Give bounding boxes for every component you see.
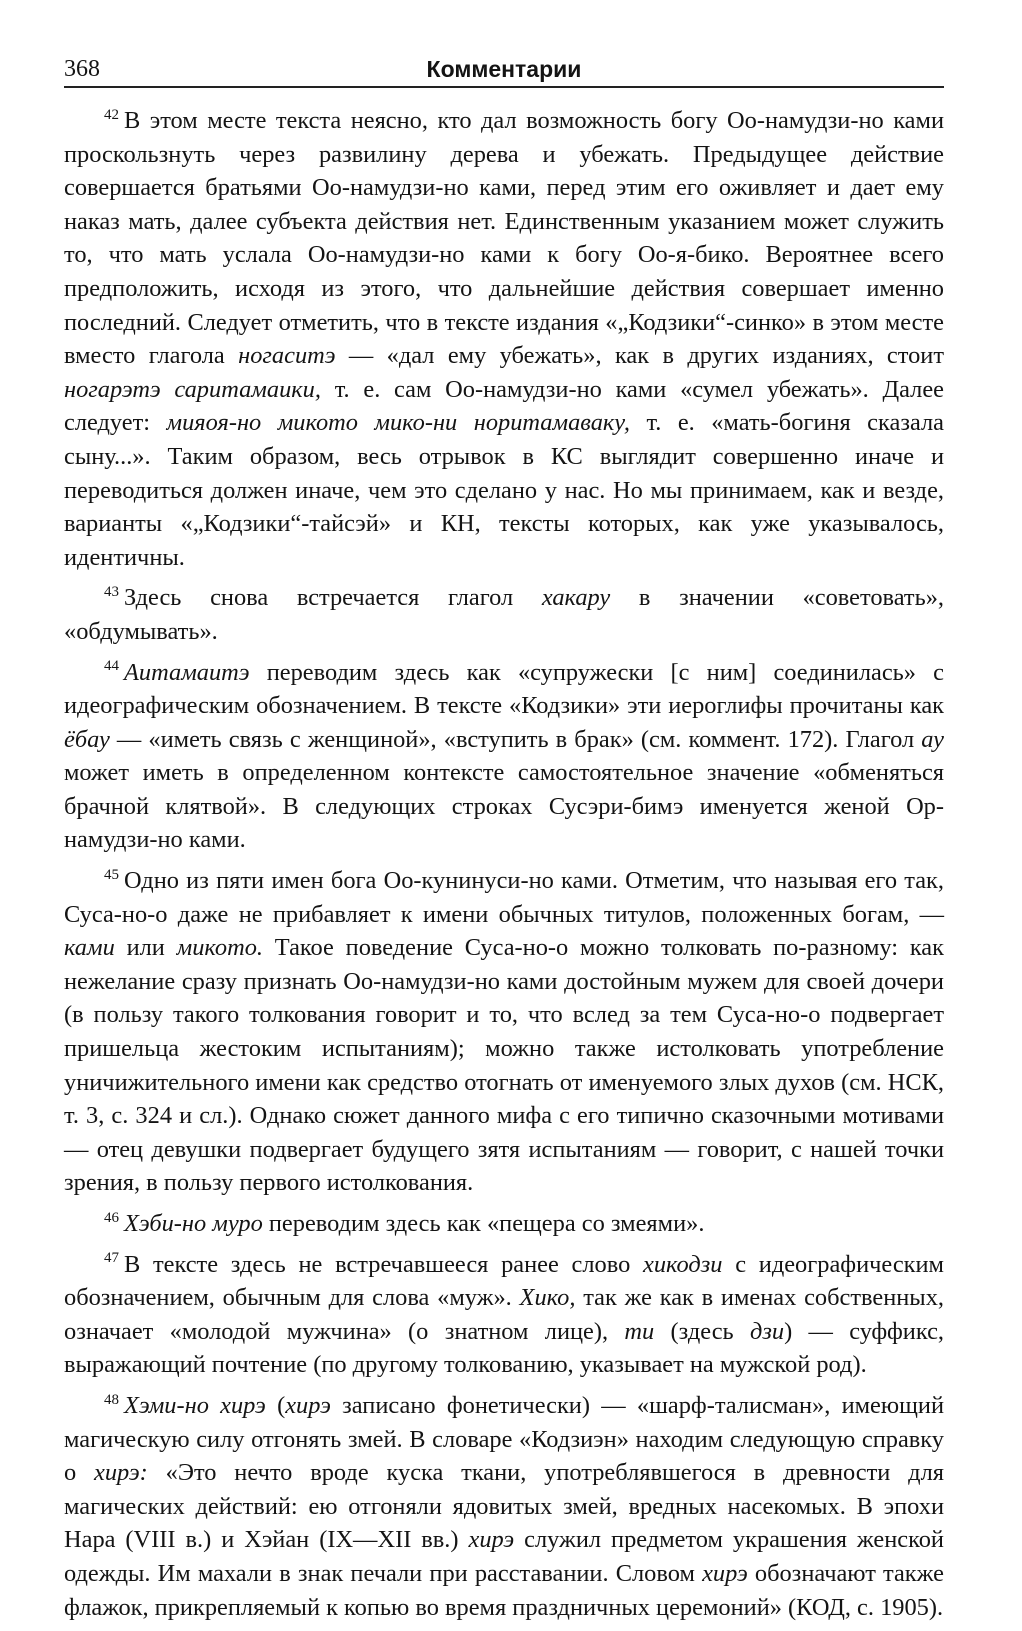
note-italic-term: Аитамаитэ [124, 658, 250, 686]
note-number: 45 [104, 866, 119, 883]
note-45 [64, 864, 944, 1200]
note-text: В тексте здесь не встречавшееся ранее слово [124, 1250, 644, 1278]
note-italic-term: микото. [176, 934, 263, 962]
note-text: может иметь в определенном контексте самостоятельное значение «обменяться брачной клятвой». В следующих строках Сусэри-бимэ именуется женой Ор-намудзи-но ками. [64, 759, 944, 854]
note-44 [64, 656, 944, 858]
note-italic-term: ёбау [64, 725, 110, 753]
note-text: «Это нечто вроде куска ткани, употреблявшегося в древности для магических действий: ею отгоняли ядовитых змей, вредных насекомых. В эпохи Нара (VIII в.) и Хэйан (IX—XII вв.) [64, 1459, 944, 1554]
note-text: (здесь [654, 1317, 750, 1345]
page-number: 368 [64, 56, 100, 82]
note-46 [64, 1207, 944, 1241]
note-number: 48 [104, 1391, 119, 1408]
running-title: Комментарии [426, 56, 582, 82]
notes [64, 104, 944, 1624]
note-text: служил предметом украшения женской одежды. Им махали в знак печали при расставании. Словом [64, 1526, 944, 1587]
note-italic-term: хакару [541, 584, 611, 612]
note-italic-term: хирэ [702, 1559, 748, 1587]
note-text: — «дал ему убежать», как в других изданиях, стоит [335, 342, 944, 370]
note-italic-term: Хэми-но хирэ [124, 1391, 266, 1419]
note-text: ) — суффикс, выражающий почтение (по другому толкованию, указывает на мужской род). [64, 1317, 944, 1379]
note-text: Одно из пяти имен бога Оо-кунинуси-но ками. Отметим, что называя его так, Суса-но-о даже не прибавляет к имени обычных титулов, положенных богам, — [64, 867, 944, 928]
note-text: в значении «советовать», «обдумывать». [64, 584, 944, 645]
note-48 [64, 1389, 944, 1624]
note-italic-term: ти [624, 1317, 655, 1345]
note-number: 42 [104, 106, 119, 123]
note-47 [64, 1248, 944, 1382]
note-43 [64, 581, 944, 648]
note-text: т. е. «мать-богиня сказала сыну...». Таким образом, весь отрывок в КС выглядит совершенно иначе и переводиться должен иначе, чем это сделано у нас. Но мы принимаем, как и везде, варианты «„Кодзики“-тайсэй» и КН, тексты которых, как уже указывалось, идентичны. [64, 409, 944, 571]
note-number: 44 [104, 658, 119, 675]
note-text: Такое поведение Суса-но-о можно толковать по-разному: как нежелание сразу признать Оо-намудзи-но ками достойным мужем для своей дочери (в пользу такого толкования говорит и то, что вслед за тем Суса-но-о подвергает пришельца жестоким испытаниям); можно также истолковать употребление уничижительного имени как средство отогнать от именуемого злых духов (см. НСК, т. 3, с. 324 и сл.). Однако сюжет данного мифа с его типично сказочными мотивами — отец девушки подвергает будущего зятя испытаниям — говорит, с нашей точки зрения, в пользу первого истолкования. [64, 934, 944, 1197]
note-text: обозначают также флажок, прикрепляемый к копью во время праздничных церемоний» (КОД, с. 1905). [64, 1559, 945, 1621]
note-text: Здесь снова встречается глагол [124, 584, 542, 612]
note-italic-term: хикодзи [643, 1250, 723, 1278]
note-italic-term: Хико, [519, 1284, 576, 1312]
page [64, 52, 944, 1631]
note-text: переводим здесь как «супружески [с ним] соединилась» с идеографическим обозначением. В тексте «Кодзики» эти иероглифы прочитаны как [64, 658, 944, 720]
note-text: записано фонетически) — «шарф-талисман», имеющий магическую силу отгонять змей. В словаре «Кодзиэн» находим следующую справку о [64, 1391, 944, 1487]
note-text: В этом месте текста неясно, кто дал возможность богу Оо-намудзи-но ками проскользнуть через развилину дерева и убежать. Предыдущее действие совершается братьями Оо-намудзи-но ками, перед этим его оживляет и дает ему наказ мать, далее субъекта действия нет. Единственным указанием может служить то, что мать услала Оо-намудзи-но ками к богу Оо-я-бико. Вероятнее всего предположить, исходя из этого, что дальнейшие действия совершает именно последний. Следует отметить, что в тексте издания «„Кодзики“-синко» в этом месте вместо глагола [64, 107, 944, 370]
note-italic-term: хирэ [468, 1526, 515, 1554]
note-text: с идеографическим обозначением, обычным для слова «муж». [64, 1250, 944, 1312]
note-italic-term: хирэ: [94, 1459, 148, 1487]
note-number: 43 [104, 584, 119, 601]
note-text: так же как в именах собственных, означает «молодой мужчина» (о знатном лице), [64, 1284, 944, 1345]
note-text: или [114, 934, 177, 962]
note-text: т. е. сам Оо-намудзи-но ками «сумел убежать». Далее следует: [64, 375, 944, 437]
note-text: переводим здесь как «пещера со змеями». [262, 1210, 705, 1237]
note-italic-term: Хэби-но муро [124, 1210, 263, 1237]
note-italic-term: ногаситэ [238, 342, 336, 370]
page-header [64, 52, 944, 88]
note-italic-term: дзи [750, 1317, 785, 1345]
note-italic-term: ногарэтэ саритамаики, [64, 375, 321, 403]
note-italic-term: ками [64, 934, 115, 962]
note-text: ( [265, 1391, 286, 1419]
note-italic-term: мияоя-но микото мико-ни норитамаваку, [166, 409, 631, 437]
note-italic-term: хирэ [285, 1391, 331, 1419]
note-42 [64, 104, 944, 574]
note-number: 47 [104, 1250, 119, 1267]
note-number: 46 [104, 1209, 119, 1226]
note-text: — «иметь связь с женщиной», «вступить в брак» (см. коммент. 172). Глагол [109, 725, 922, 753]
note-italic-term: ау [921, 725, 944, 753]
